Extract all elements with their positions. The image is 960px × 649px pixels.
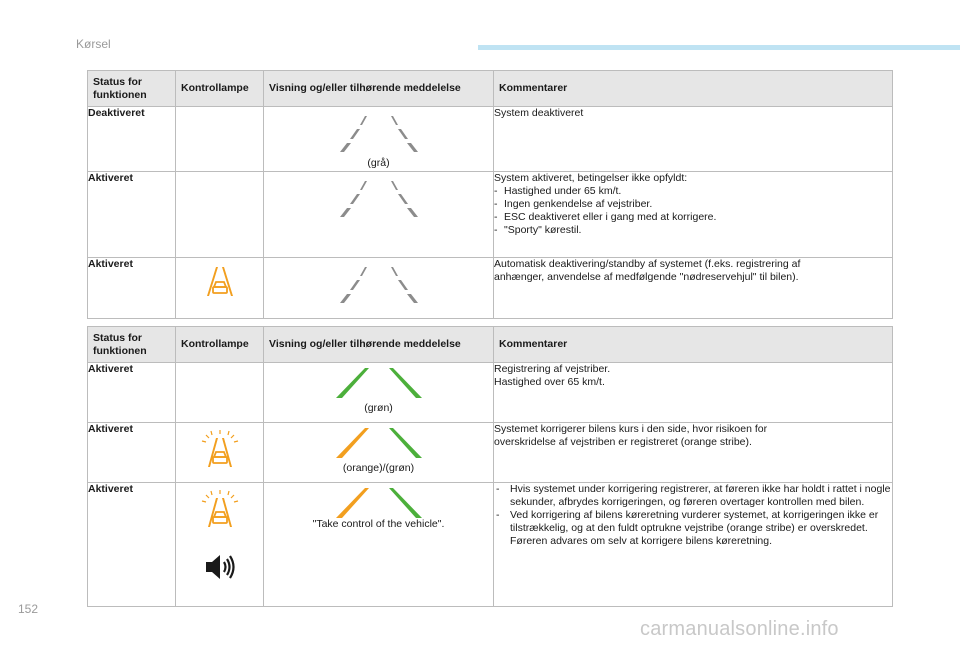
comment-line: anhænger, anvendelse af medfølgende "nødreservehjul" til bilen). [494,271,799,283]
display-caption: (orange)/(grøn) [342,462,415,474]
table-row [88,483,893,607]
col-header-display: Visning og/eller tilhørende meddelelse [264,71,494,107]
list-item: - Hvis systemet under korrigering registrerer, at føreren ikke har holdt i rattet i nogle sekunder, afbrydes korrigeringen, og føreren overtager kontrollen med bilen. [494,483,892,509]
lamp-cell [176,423,264,483]
display-cell [264,258,494,319]
lamp-cell [176,258,264,319]
lane-warning-icon [200,264,240,300]
lamp-cell [176,107,264,172]
display-cell [264,423,494,483]
display-cell [264,172,494,258]
display-cell [264,107,494,172]
table-header-row [88,327,893,363]
list-item: - ESC deaktiveret eller i gang med at korrigere. [494,211,892,224]
status-table-1 [87,70,893,319]
comment-cell [494,483,893,607]
lamp-cell [176,363,264,423]
lane-lines-grey-icon [329,180,429,218]
comment-cell [494,363,893,423]
list-item: - "Sporty" kørestil. [494,224,892,237]
col-header-lamp: Kontrollampe [176,327,264,363]
comment-cell [494,172,893,258]
col-header-comment: Kommentarer [494,327,893,363]
table-row [88,172,893,258]
lane-lines-grey-icon [329,115,429,153]
status-cell: Aktiveret [88,258,176,319]
lamp-cell [176,172,264,258]
lane-lines-grey-icon [329,266,429,304]
lane-correction-icon [199,489,241,531]
col-header-lamp: Kontrollampe [176,71,264,107]
lane-lines-green-icon [329,367,429,399]
comment-line: Registrering af vejstriber. [494,363,611,375]
speaker-icon [202,553,238,581]
display-cell [264,483,494,607]
page-number: 152 [18,602,39,616]
lane-correction-icon [199,429,241,471]
status-table-2 [87,326,893,607]
bullet-list [494,483,892,548]
status-cell: Deaktiveret [88,107,176,172]
comment-line: overskridelse af vejstriben er registreret (orange stribe). [494,436,752,448]
section-label: Kørsel [76,37,111,51]
lane-lines-orange-green-icon [329,487,429,519]
bullet-list [494,185,892,237]
comment-cell [494,423,893,483]
lamp-cell [176,483,264,607]
comment-line: Hastighed over 65 km/t. [494,376,605,388]
col-header-status: Status for funktionen [88,71,176,107]
display-message: "Take control of the vehicle". [312,518,445,530]
table-row [88,107,893,172]
status-cell: Aktiveret [88,172,176,258]
comment-line: System deaktiveret [494,107,584,119]
lane-lines-orange-green-icon [329,427,429,459]
list-item: - Ingen genkendelse af vejstriber. [494,198,892,211]
header-accent-bar [478,45,960,50]
col-header-comment: Kommentarer [494,71,893,107]
comment-intro: System aktiveret, betingelser ikke opfyldt: [494,172,688,184]
table-row [88,363,893,423]
comment-cell [494,258,893,319]
list-item: - Hastighed under 65 km/t. [494,185,892,198]
col-header-status: Status for funktionen [88,327,176,363]
status-cell: Aktiveret [88,483,176,607]
comment-cell [494,107,893,172]
watermark: carmanualsonline.info [640,618,839,640]
display-caption: (grøn) [364,402,393,414]
status-cell: Aktiveret [88,423,176,483]
table-row [88,423,893,483]
table-row [88,258,893,319]
list-item: - Ved korrigering af bilens køreretning vurderer systemet, at korrigeringen ikke er tilstrækkelig, og at den fuldt optrukne vejstribe (orange stribe) er overskredet. Føreren advares om selv at korrigere bilens køreretning. [494,509,892,548]
status-cell: Aktiveret [88,363,176,423]
display-caption: (grå) [367,157,390,169]
comment-line: Systemet korrigerer bilens kurs i den side, hvor risikoen for [494,423,768,435]
display-cell [264,363,494,423]
table-header-row [88,71,893,107]
col-header-display: Visning og/eller tilhørende meddelelse [264,327,494,363]
comment-line: Automatisk deaktivering/standby af systemet (f.eks. registrering af [494,258,801,270]
